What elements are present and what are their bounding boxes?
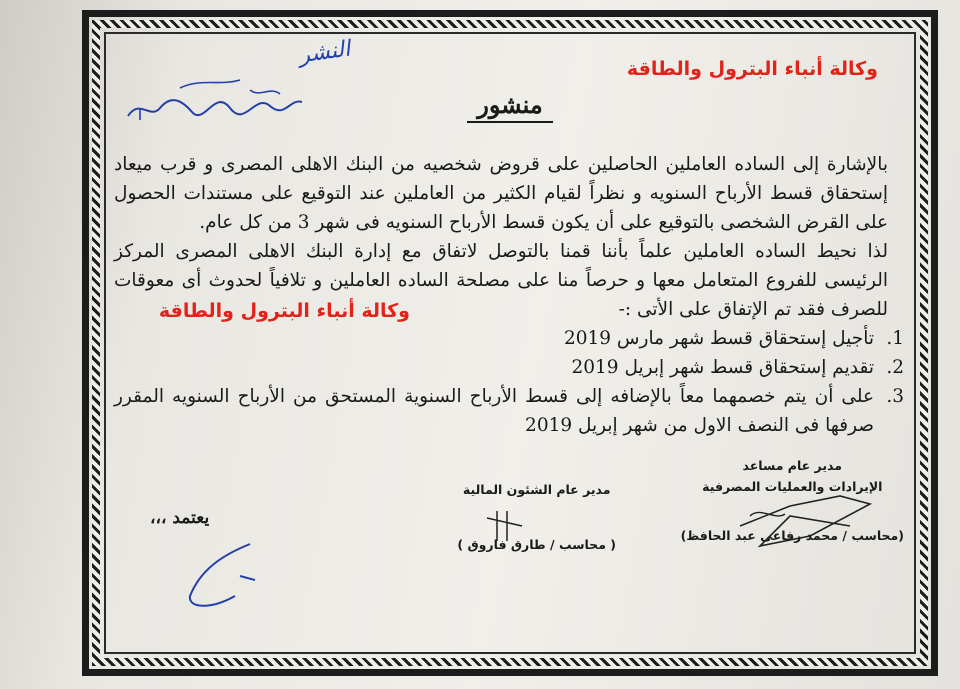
list-item xyxy=(114,353,904,382)
signature-department: الإيرادات والعمليات المصرفية xyxy=(702,479,883,494)
signature-scribble-right xyxy=(730,486,880,556)
paragraph-1: بالإشارة إلى الساده العاملين الحاصلين على قروض شخصيه من البنك الاهلى المصرى و قرب ميعاد إستحقاق قسط الأرباح السنويه و نظراً لقيام الكثير من العاملين عند التوقيع على مستندات الحصول على القرض الشخصى بالتوقيع على أن يكون قسط الأرباح السنويه فى شهر 3 من كل عام. xyxy=(114,154,888,233)
approval-signature-scribble xyxy=(180,536,280,616)
list-item-number: 1. xyxy=(886,328,904,349)
signature-title: مدير عام الشئون المالية xyxy=(462,482,611,497)
list-item-number: 3. xyxy=(886,386,904,407)
document-title-text: منشور xyxy=(467,90,553,123)
document-title xyxy=(110,90,910,119)
watermark-agency-top: وكالة أنباء البترول والطاقة xyxy=(626,58,878,80)
document-content xyxy=(110,38,910,648)
signature-name: (محاسب / محمد رفاعى عبد الحافظ) xyxy=(680,528,904,543)
list-item xyxy=(114,324,904,353)
signature-scribble-middle xyxy=(482,506,532,546)
document-body xyxy=(114,150,904,440)
signature-title: مدير عام مساعد xyxy=(742,458,842,473)
list-item xyxy=(114,382,904,440)
list-item-text: على أن يتم خصمهما معاً بالإضافه إلى قسط الأرباح السنوية المستحق من الأرباح السنويه المقرر صرفها فى النصف الاول من شهر إبريل 2019 xyxy=(114,386,874,436)
handwritten-note: النشر xyxy=(297,36,352,69)
list-item-text: تقديم إستحقاق قسط شهر إبريل 2019 xyxy=(571,357,874,378)
approval-label: يعتمد ،،، xyxy=(150,508,210,528)
list-item-number: 2. xyxy=(886,357,904,378)
agreement-list xyxy=(114,324,904,440)
approval-block xyxy=(150,508,209,528)
signature-name: ( محاسب / طارق فاروق ) xyxy=(457,537,616,552)
list-item-text: تأجيل إستحقاق قسط شهر مارس 2019 xyxy=(563,328,874,349)
watermark-agency-middle: وكالة أنباء البترول والطاقة xyxy=(158,300,410,322)
paragraph-2: لذا نحيط الساده العاملين علماً بأننا قمنا بالتوصل لاتفاق مع إدارة البنك الاهلى المصرى المركز الرئيسى للفروع المتعامل معها و حرصاً منا على مصلحة الساده العاملين و تلافياً لحدوث أى معوقات للصرف فقد تم الإتفاق على الأتى :- xyxy=(114,241,888,320)
